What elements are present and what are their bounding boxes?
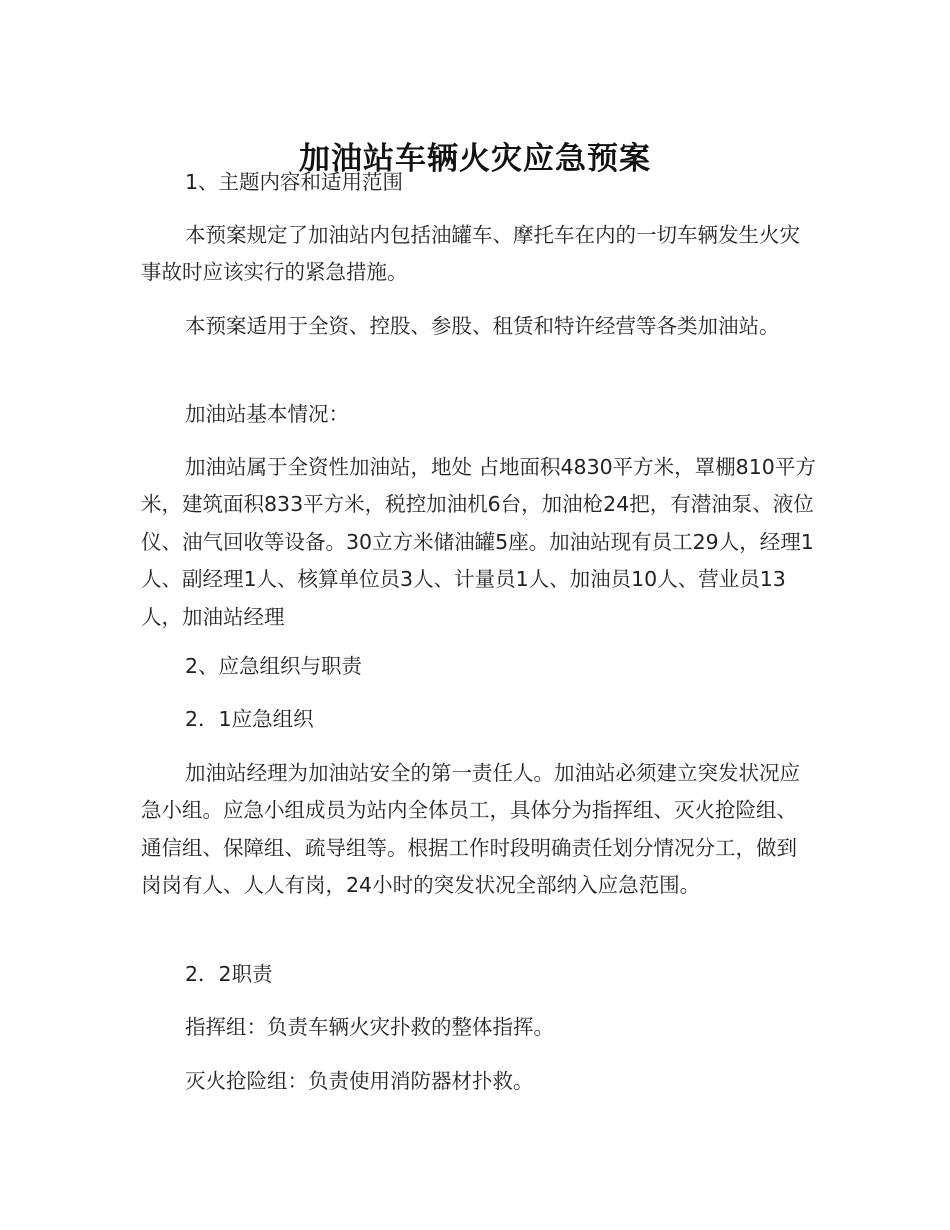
paragraph-scope-applicability: 本预案适用于全资、控股、参股、租赁和特许经营等各类加油站。 <box>185 314 780 338</box>
section-heading-emergency-organization: 2．1应急组织 <box>185 707 314 731</box>
section-heading-responsibilities: 2．2职责 <box>185 962 273 986</box>
paragraph-station-basics: 加油站属于全资性加油站，地处 占地面积4830平方米，罩棚810平方米，建筑面积833平方米，税控加油机6台，加油枪24把，有潜油泵、液位仪、油气回收等设备。30立方米储油罐5座。加油站现有员工29人，经理1人、副经理1人、核算单位员3人、计量员1人、加油员10人、营业员13人，加油站经理 <box>141 455 816 629</box>
paragraph-emergency-organization: 加油站经理为加油站安全的第一责任人。加油站必须建立突发状况应急小组。应急小组成员为站内全体员工，具体分为指挥组、灭火抢险组、通信组、保障组、疏导组等。根据工作时段明确责任划分情况分工，做到岗岗有人、人人有岗，24小时的突发状况全部纳入应急范围。 <box>141 761 800 898</box>
section-heading-scope: 1、主题内容和适用范围 <box>185 170 404 194</box>
paragraph-scope-definition: 本预案规定了加油站内包括油罐车、摩托车在内的一切车辆发生火灾事故时应该实行的紧急措施。 <box>141 223 800 285</box>
paragraph-firefighting-group: 灭火抢险组：负责使用消防器材扑救。 <box>185 1069 534 1093</box>
section-heading-organization: 2、应急组织与职责 <box>185 654 363 678</box>
paragraph-station-basics-heading: 加油站基本情况： <box>185 402 349 426</box>
document-title: 加油站车辆火灾应急预案 <box>299 140 651 177</box>
paragraph-command-group: 指挥组：负责车辆火灾扑救的整体指挥。 <box>185 1015 554 1039</box>
